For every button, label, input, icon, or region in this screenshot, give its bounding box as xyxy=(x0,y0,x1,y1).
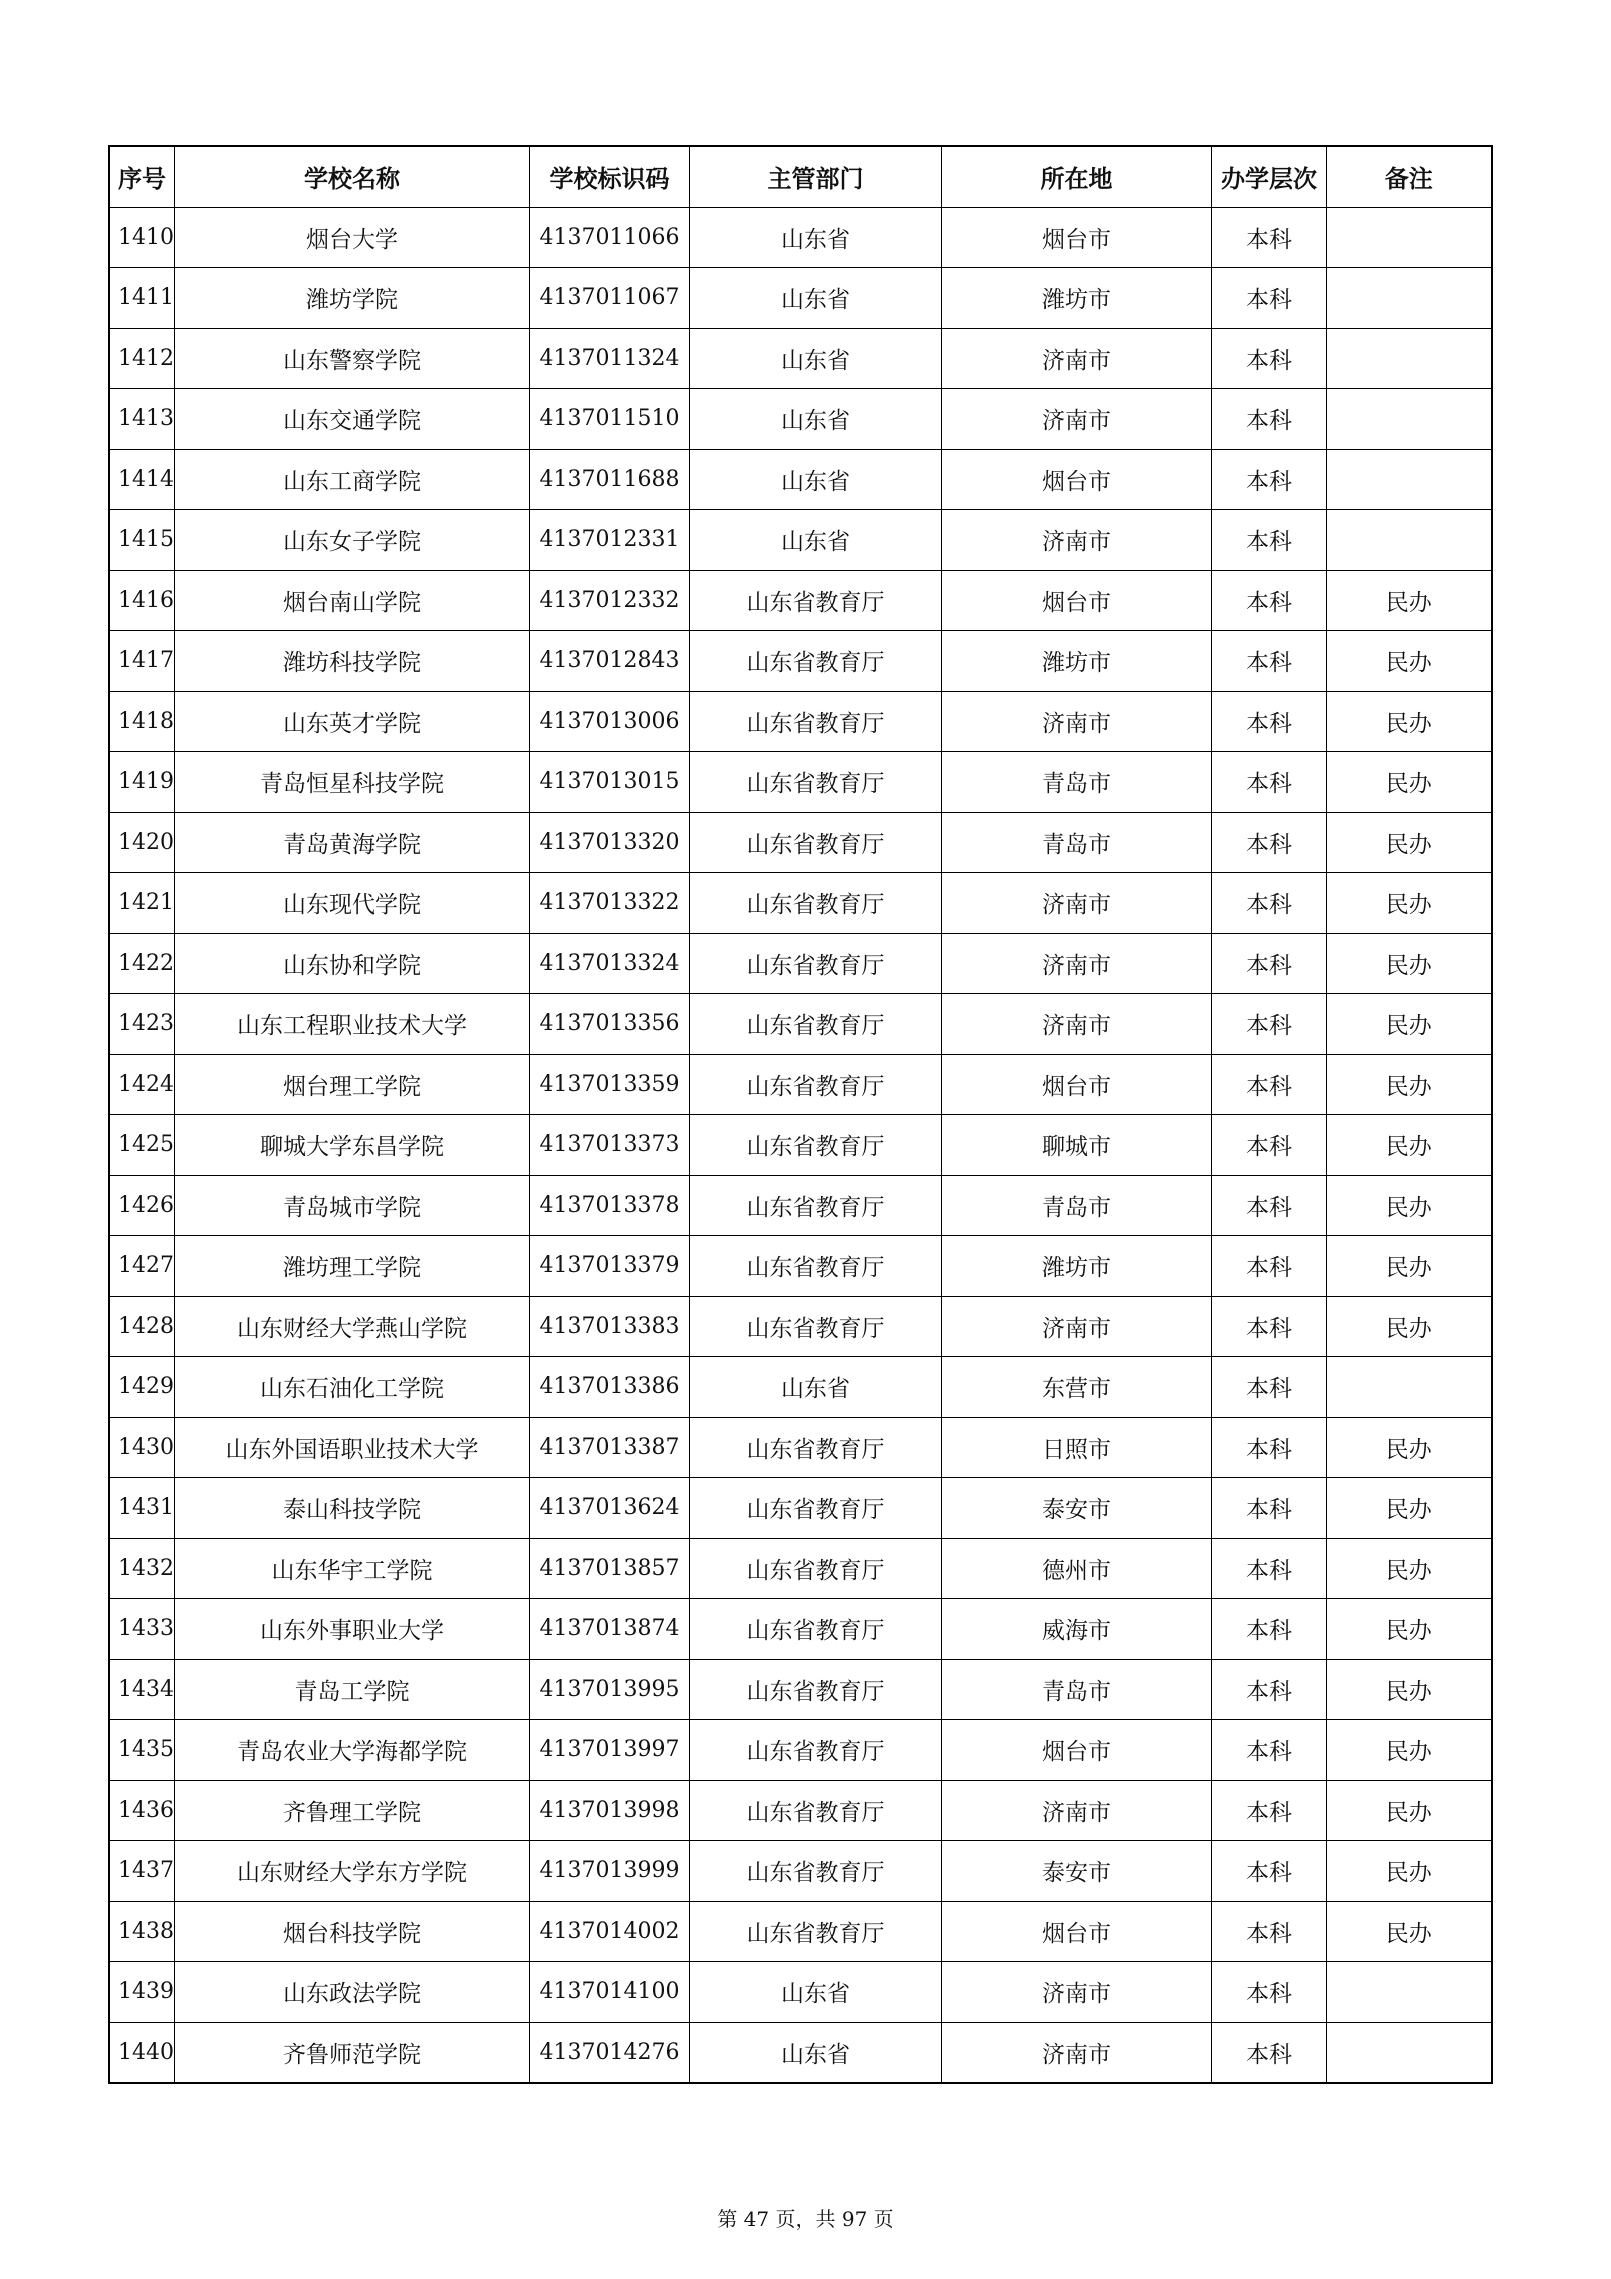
cell-school-code: 4137013379 xyxy=(530,1236,690,1297)
cell-seq: 1417 xyxy=(109,631,175,692)
cell-remarks xyxy=(1327,268,1492,329)
cell-level: 本科 xyxy=(1212,1841,1327,1902)
table-row xyxy=(109,1296,1492,1357)
table-row xyxy=(109,1901,1492,1962)
table-row xyxy=(109,994,1492,1055)
cell-school-name: 潍坊科技学院 xyxy=(175,631,530,692)
cell-school-name: 山东财经大学东方学院 xyxy=(175,1841,530,1902)
cell-level: 本科 xyxy=(1212,2022,1327,2083)
cell-remarks: 民办 xyxy=(1327,1417,1492,1478)
cell-department: 山东省教育厅 xyxy=(690,1175,942,1236)
cell-department: 山东省教育厅 xyxy=(690,1538,942,1599)
cell-school-code: 4137013320 xyxy=(530,812,690,873)
cell-seq: 1431 xyxy=(109,1478,175,1539)
cell-remarks xyxy=(1327,1962,1492,2023)
table-row xyxy=(109,1115,1492,1176)
table-row xyxy=(109,933,1492,994)
cell-department: 山东省教育厅 xyxy=(690,873,942,934)
cell-remarks xyxy=(1327,510,1492,571)
cell-level: 本科 xyxy=(1212,570,1327,631)
header-school-code: 学校标识码 xyxy=(530,146,690,207)
cell-school-code: 4137013998 xyxy=(530,1780,690,1841)
table-row xyxy=(109,1478,1492,1539)
cell-department: 山东省 xyxy=(690,2022,942,2083)
cell-location: 德州市 xyxy=(942,1538,1212,1599)
cell-seq: 1424 xyxy=(109,1054,175,1115)
cell-seq: 1433 xyxy=(109,1599,175,1660)
cell-department: 山东省教育厅 xyxy=(690,631,942,692)
table-row xyxy=(109,1175,1492,1236)
cell-seq: 1438 xyxy=(109,1901,175,1962)
table-row xyxy=(109,1599,1492,1660)
table-row xyxy=(109,1841,1492,1902)
cell-remarks: 民办 xyxy=(1327,1175,1492,1236)
cell-school-code: 4137011510 xyxy=(530,389,690,450)
cell-level: 本科 xyxy=(1212,631,1327,692)
cell-level: 本科 xyxy=(1212,812,1327,873)
cell-level: 本科 xyxy=(1212,1901,1327,1962)
cell-level: 本科 xyxy=(1212,1538,1327,1599)
cell-location: 济南市 xyxy=(942,510,1212,571)
cell-seq: 1418 xyxy=(109,691,175,752)
cell-school-name: 烟台大学 xyxy=(175,207,530,268)
cell-school-name: 烟台理工学院 xyxy=(175,1054,530,1115)
cell-level: 本科 xyxy=(1212,1357,1327,1418)
cell-school-name: 山东政法学院 xyxy=(175,1962,530,2023)
cell-school-name: 山东财经大学燕山学院 xyxy=(175,1296,530,1357)
cell-department: 山东省教育厅 xyxy=(690,933,942,994)
cell-department: 山东省教育厅 xyxy=(690,1720,942,1781)
cell-remarks: 民办 xyxy=(1327,994,1492,1055)
cell-location: 东营市 xyxy=(942,1357,1212,1418)
table-row xyxy=(109,1417,1492,1478)
cell-seq: 1436 xyxy=(109,1780,175,1841)
table-row xyxy=(109,631,1492,692)
cell-department: 山东省 xyxy=(690,207,942,268)
cell-remarks xyxy=(1327,207,1492,268)
cell-remarks xyxy=(1327,389,1492,450)
cell-level: 本科 xyxy=(1212,1175,1327,1236)
cell-location: 泰安市 xyxy=(942,1841,1212,1902)
cell-school-code: 4137011066 xyxy=(530,207,690,268)
cell-level: 本科 xyxy=(1212,1478,1327,1539)
cell-school-code: 4137013373 xyxy=(530,1115,690,1176)
cell-level: 本科 xyxy=(1212,1115,1327,1176)
cell-remarks: 民办 xyxy=(1327,752,1492,813)
cell-school-name: 山东工程职业技术大学 xyxy=(175,994,530,1055)
cell-seq: 1429 xyxy=(109,1357,175,1418)
header-department: 主管部门 xyxy=(690,146,942,207)
cell-department: 山东省 xyxy=(690,510,942,571)
cell-school-code: 4137013387 xyxy=(530,1417,690,1478)
table-row xyxy=(109,328,1492,389)
header-school-name: 学校名称 xyxy=(175,146,530,207)
cell-school-code: 4137013997 xyxy=(530,1720,690,1781)
table-row xyxy=(109,1780,1492,1841)
table-row xyxy=(109,2022,1492,2083)
cell-location: 青岛市 xyxy=(942,1175,1212,1236)
cell-remarks xyxy=(1327,2022,1492,2083)
cell-location: 烟台市 xyxy=(942,570,1212,631)
cell-location: 青岛市 xyxy=(942,812,1212,873)
cell-location: 烟台市 xyxy=(942,1054,1212,1115)
cell-seq: 1410 xyxy=(109,207,175,268)
cell-department: 山东省 xyxy=(690,389,942,450)
cell-seq: 1427 xyxy=(109,1236,175,1297)
table-row xyxy=(109,207,1492,268)
cell-seq: 1422 xyxy=(109,933,175,994)
cell-level: 本科 xyxy=(1212,752,1327,813)
cell-seq: 1411 xyxy=(109,268,175,329)
cell-remarks: 民办 xyxy=(1327,1296,1492,1357)
cell-level: 本科 xyxy=(1212,207,1327,268)
cell-school-name: 泰山科技学院 xyxy=(175,1478,530,1539)
cell-school-code: 4137013624 xyxy=(530,1478,690,1539)
cell-location: 潍坊市 xyxy=(942,268,1212,329)
cell-school-name: 青岛城市学院 xyxy=(175,1175,530,1236)
cell-location: 潍坊市 xyxy=(942,1236,1212,1297)
cell-location: 济南市 xyxy=(942,1962,1212,2023)
header-location: 所在地 xyxy=(942,146,1212,207)
cell-school-code: 4137013359 xyxy=(530,1054,690,1115)
cell-school-code: 4137013324 xyxy=(530,933,690,994)
cell-seq: 1413 xyxy=(109,389,175,450)
table-row xyxy=(109,1962,1492,2023)
cell-school-name: 青岛农业大学海都学院 xyxy=(175,1720,530,1781)
cell-remarks: 民办 xyxy=(1327,1478,1492,1539)
cell-level: 本科 xyxy=(1212,1780,1327,1841)
cell-department: 山东省教育厅 xyxy=(690,570,942,631)
cell-school-name: 潍坊学院 xyxy=(175,268,530,329)
cell-seq: 1432 xyxy=(109,1538,175,1599)
cell-school-name: 齐鲁师范学院 xyxy=(175,2022,530,2083)
cell-location: 济南市 xyxy=(942,328,1212,389)
cell-remarks: 民办 xyxy=(1327,873,1492,934)
cell-level: 本科 xyxy=(1212,994,1327,1055)
table-row xyxy=(109,389,1492,450)
cell-remarks xyxy=(1327,328,1492,389)
cell-seq: 1435 xyxy=(109,1720,175,1781)
cell-school-name: 潍坊理工学院 xyxy=(175,1236,530,1297)
cell-seq: 1428 xyxy=(109,1296,175,1357)
cell-school-code: 4137013378 xyxy=(530,1175,690,1236)
cell-remarks: 民办 xyxy=(1327,812,1492,873)
cell-school-name: 山东英才学院 xyxy=(175,691,530,752)
cell-department: 山东省教育厅 xyxy=(690,1236,942,1297)
cell-remarks: 民办 xyxy=(1327,1841,1492,1902)
cell-school-code: 4137014002 xyxy=(530,1901,690,1962)
cell-seq: 1419 xyxy=(109,752,175,813)
cell-remarks: 民办 xyxy=(1327,1780,1492,1841)
cell-level: 本科 xyxy=(1212,1659,1327,1720)
cell-remarks: 民办 xyxy=(1327,1599,1492,1660)
table-row xyxy=(109,1357,1492,1418)
cell-location: 威海市 xyxy=(942,1599,1212,1660)
cell-school-name: 青岛黄海学院 xyxy=(175,812,530,873)
cell-school-code: 4137012332 xyxy=(530,570,690,631)
cell-location: 济南市 xyxy=(942,691,1212,752)
cell-department: 山东省教育厅 xyxy=(690,812,942,873)
table-row xyxy=(109,1720,1492,1781)
cell-school-code: 4137013995 xyxy=(530,1659,690,1720)
cell-level: 本科 xyxy=(1212,873,1327,934)
cell-seq: 1416 xyxy=(109,570,175,631)
cell-department: 山东省教育厅 xyxy=(690,1901,942,1962)
table-header-row xyxy=(109,146,1492,207)
header-seq: 序号 xyxy=(109,146,175,207)
table-row xyxy=(109,1538,1492,1599)
cell-school-code: 4137011067 xyxy=(530,268,690,329)
cell-department: 山东省教育厅 xyxy=(690,1599,942,1660)
cell-school-code: 4137012843 xyxy=(530,631,690,692)
header-level: 办学层次 xyxy=(1212,146,1327,207)
cell-remarks xyxy=(1327,449,1492,510)
table-row xyxy=(109,1054,1492,1115)
table-row xyxy=(109,268,1492,329)
cell-department: 山东省教育厅 xyxy=(690,1659,942,1720)
cell-school-name: 山东女子学院 xyxy=(175,510,530,571)
cell-remarks: 民办 xyxy=(1327,1236,1492,1297)
cell-seq: 1430 xyxy=(109,1417,175,1478)
cell-department: 山东省教育厅 xyxy=(690,1054,942,1115)
school-list-table xyxy=(108,145,1493,2084)
cell-department: 山东省教育厅 xyxy=(690,752,942,813)
cell-department: 山东省 xyxy=(690,268,942,329)
cell-department: 山东省教育厅 xyxy=(690,1841,942,1902)
cell-location: 泰安市 xyxy=(942,1478,1212,1539)
cell-seq: 1426 xyxy=(109,1175,175,1236)
cell-school-name: 聊城大学东昌学院 xyxy=(175,1115,530,1176)
cell-location: 济南市 xyxy=(942,994,1212,1055)
cell-location: 聊城市 xyxy=(942,1115,1212,1176)
cell-school-name: 山东交通学院 xyxy=(175,389,530,450)
cell-school-code: 4137013322 xyxy=(530,873,690,934)
cell-school-code: 4137013383 xyxy=(530,1296,690,1357)
cell-location: 济南市 xyxy=(942,933,1212,994)
cell-seq: 1421 xyxy=(109,873,175,934)
cell-location: 济南市 xyxy=(942,389,1212,450)
cell-location: 济南市 xyxy=(942,2022,1212,2083)
cell-school-name: 山东警察学院 xyxy=(175,328,530,389)
cell-seq: 1437 xyxy=(109,1841,175,1902)
cell-seq: 1425 xyxy=(109,1115,175,1176)
cell-department: 山东省 xyxy=(690,1962,942,2023)
cell-location: 烟台市 xyxy=(942,1901,1212,1962)
cell-school-name: 山东外事职业大学 xyxy=(175,1599,530,1660)
cell-remarks: 民办 xyxy=(1327,631,1492,692)
cell-department: 山东省 xyxy=(690,1357,942,1418)
cell-remarks: 民办 xyxy=(1327,570,1492,631)
cell-seq: 1439 xyxy=(109,1962,175,2023)
cell-remarks: 民办 xyxy=(1327,1720,1492,1781)
cell-department: 山东省教育厅 xyxy=(690,994,942,1055)
table-row xyxy=(109,873,1492,934)
page-footer: 第 47 页，共 97 页 xyxy=(717,2207,894,2231)
table-row xyxy=(109,1236,1492,1297)
cell-department: 山东省 xyxy=(690,328,942,389)
cell-school-code: 4137013999 xyxy=(530,1841,690,1902)
cell-level: 本科 xyxy=(1212,1962,1327,2023)
cell-school-code: 4137011324 xyxy=(530,328,690,389)
cell-location: 潍坊市 xyxy=(942,631,1212,692)
cell-seq: 1414 xyxy=(109,449,175,510)
cell-level: 本科 xyxy=(1212,1236,1327,1297)
cell-department: 山东省 xyxy=(690,449,942,510)
cell-location: 烟台市 xyxy=(942,449,1212,510)
header-remarks: 备注 xyxy=(1327,146,1492,207)
table-row xyxy=(109,752,1492,813)
cell-school-code: 4137012331 xyxy=(530,510,690,571)
cell-location: 烟台市 xyxy=(942,207,1212,268)
cell-level: 本科 xyxy=(1212,933,1327,994)
cell-location: 济南市 xyxy=(942,873,1212,934)
cell-remarks xyxy=(1327,1357,1492,1418)
cell-level: 本科 xyxy=(1212,510,1327,571)
cell-seq: 1434 xyxy=(109,1659,175,1720)
cell-remarks: 民办 xyxy=(1327,691,1492,752)
table-row xyxy=(109,812,1492,873)
table-body xyxy=(109,207,1492,2083)
cell-seq: 1412 xyxy=(109,328,175,389)
cell-school-name: 青岛恒星科技学院 xyxy=(175,752,530,813)
cell-school-code: 4137013857 xyxy=(530,1538,690,1599)
cell-location: 青岛市 xyxy=(942,1659,1212,1720)
cell-department: 山东省教育厅 xyxy=(690,1780,942,1841)
cell-school-name: 山东工商学院 xyxy=(175,449,530,510)
cell-remarks: 民办 xyxy=(1327,1538,1492,1599)
cell-school-code: 4137013015 xyxy=(530,752,690,813)
cell-seq: 1415 xyxy=(109,510,175,571)
cell-location: 济南市 xyxy=(942,1780,1212,1841)
cell-level: 本科 xyxy=(1212,389,1327,450)
cell-level: 本科 xyxy=(1212,1296,1327,1357)
cell-school-name: 烟台科技学院 xyxy=(175,1901,530,1962)
cell-department: 山东省教育厅 xyxy=(690,1296,942,1357)
table-row xyxy=(109,449,1492,510)
cell-seq: 1440 xyxy=(109,2022,175,2083)
cell-department: 山东省教育厅 xyxy=(690,1417,942,1478)
cell-level: 本科 xyxy=(1212,268,1327,329)
cell-location: 日照市 xyxy=(942,1417,1212,1478)
cell-school-code: 4137014100 xyxy=(530,1962,690,2023)
cell-department: 山东省教育厅 xyxy=(690,691,942,752)
table-row xyxy=(109,691,1492,752)
cell-level: 本科 xyxy=(1212,1417,1327,1478)
cell-school-name: 山东华宇工学院 xyxy=(175,1538,530,1599)
cell-location: 青岛市 xyxy=(942,752,1212,813)
cell-school-name: 山东协和学院 xyxy=(175,933,530,994)
cell-level: 本科 xyxy=(1212,328,1327,389)
cell-department: 山东省教育厅 xyxy=(690,1478,942,1539)
table-row xyxy=(109,510,1492,571)
cell-school-code: 4137013874 xyxy=(530,1599,690,1660)
cell-seq: 1420 xyxy=(109,812,175,873)
cell-remarks: 民办 xyxy=(1327,1115,1492,1176)
cell-school-name: 青岛工学院 xyxy=(175,1659,530,1720)
table-row xyxy=(109,1659,1492,1720)
cell-remarks: 民办 xyxy=(1327,933,1492,994)
cell-remarks: 民办 xyxy=(1327,1901,1492,1962)
cell-level: 本科 xyxy=(1212,1054,1327,1115)
cell-location: 济南市 xyxy=(942,1296,1212,1357)
cell-level: 本科 xyxy=(1212,449,1327,510)
cell-level: 本科 xyxy=(1212,691,1327,752)
cell-remarks: 民办 xyxy=(1327,1054,1492,1115)
cell-school-name: 山东石油化工学院 xyxy=(175,1357,530,1418)
cell-remarks: 民办 xyxy=(1327,1659,1492,1720)
cell-department: 山东省教育厅 xyxy=(690,1115,942,1176)
cell-school-name: 山东外国语职业技术大学 xyxy=(175,1417,530,1478)
cell-school-code: 4137013386 xyxy=(530,1357,690,1418)
cell-school-code: 4137014276 xyxy=(530,2022,690,2083)
cell-location: 烟台市 xyxy=(942,1720,1212,1781)
cell-school-name: 山东现代学院 xyxy=(175,873,530,934)
table-row xyxy=(109,570,1492,631)
cell-school-code: 4137011688 xyxy=(530,449,690,510)
cell-school-name: 齐鲁理工学院 xyxy=(175,1780,530,1841)
cell-school-code: 4137013006 xyxy=(530,691,690,752)
cell-level: 本科 xyxy=(1212,1599,1327,1660)
cell-seq: 1423 xyxy=(109,994,175,1055)
cell-school-name: 烟台南山学院 xyxy=(175,570,530,631)
cell-level: 本科 xyxy=(1212,1720,1327,1781)
cell-school-code: 4137013356 xyxy=(530,994,690,1055)
